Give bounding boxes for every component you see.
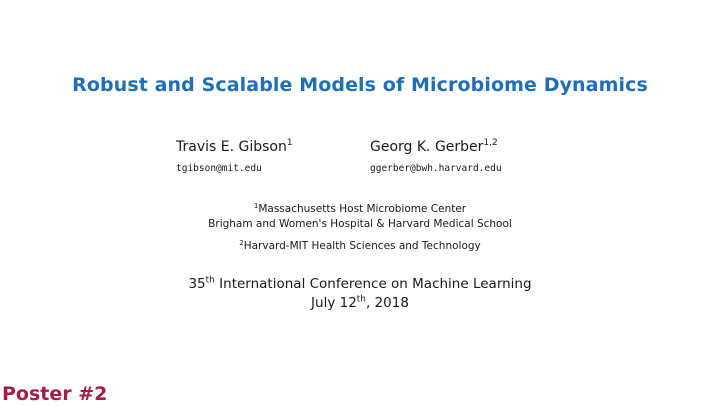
- date-suffix: th: [356, 294, 367, 305]
- conference-name-line: [0, 275, 720, 294]
- date-prefix: July 12: [311, 295, 357, 311]
- conference-block: [0, 275, 720, 313]
- poster-number: Poster #2: [2, 383, 108, 405]
- author-2-email: ggerber@bwh.harvard.edu: [370, 163, 502, 174]
- author-1-name: Travis E. Gibson: [176, 139, 287, 155]
- affiliation-2: [0, 236, 720, 254]
- author-1-email: tgibson@mit.edu: [176, 163, 262, 174]
- author-name-2: [370, 138, 498, 155]
- affiliation-1-mark: 1: [253, 202, 259, 210]
- author-1-affil-mark: 1: [286, 138, 293, 148]
- affiliation-2-line1: Harvard-MIT Health Sciences and Technology: [243, 240, 481, 252]
- author-2-affil-mark: 1,2: [483, 138, 498, 148]
- paper-title: Robust and Scalable Models of Microbiome Dynamics: [72, 74, 648, 96]
- conference-ordinal-suffix: th: [205, 275, 215, 286]
- affiliation-2-mark: 2: [239, 239, 244, 247]
- affiliation-1-line1: Massachusetts Host Microbiome Center: [258, 203, 467, 215]
- conference-date: [0, 294, 720, 313]
- author-2-name: Georg K. Gerber: [370, 139, 484, 155]
- author-name-1: [176, 138, 293, 155]
- affiliation-1-line2: Brigham and Women's Hospital & Harvard Medical School: [208, 218, 512, 230]
- date-rest: , 2018: [366, 295, 409, 311]
- conference-ordinal: 35: [188, 276, 206, 292]
- affiliation-1: [0, 199, 720, 232]
- conference-name: International Conference on Machine Learning: [219, 276, 532, 292]
